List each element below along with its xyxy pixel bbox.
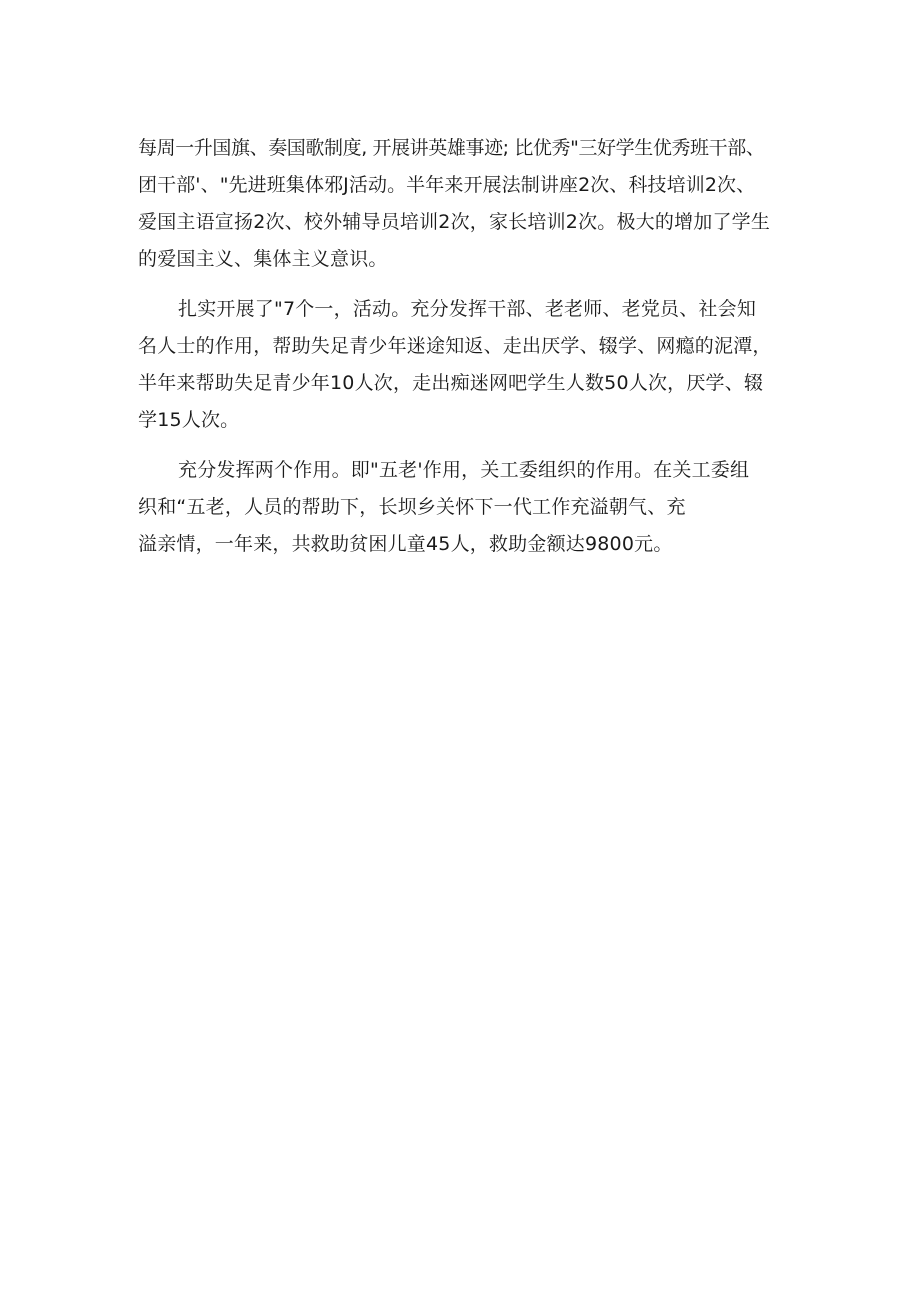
paragraph-2-line-4: 学15人次。 [138,409,240,431]
paragraph-1-line-3: 爱国主语宣扬2次、校外辅导员培训2次，家长培训2次。极大的增加了学生 [138,211,771,233]
paragraph-2-line-2: 名人士的作用，帮助失足青少年迷途知返、走出厌学、辍学、网瘾的泥潭， [138,335,772,357]
paragraph-3-line-2: 织和“五老，人员的帮助下，长坝乡关怀下一代工作充溢朝气、充 [138,496,686,518]
document-body [138,130,798,563]
paragraph-2-line-3: 半年来帮助失足青少年10人次，走出痴迷网吧学生人数50人次，厌学、辍 [138,372,764,394]
paragraph-1-line-2: 团干部'、"先进班集体邪J活动。半年来开展法制讲座2次、科技培训2次、 [138,174,756,196]
paragraph-spacer [138,439,798,452]
paragraph-2 [138,291,798,439]
paragraph-1-line-1: 每周一升国旗、奏国歌制度, 开展讲英雄事迹; 比优秀"三好学生优秀班干部、 [138,137,765,159]
paragraph-3 [138,452,798,563]
paragraph-1 [138,130,798,278]
paragraph-spacer [138,278,798,291]
paragraph-3-line-3: 溢亲情，一年来，共救助贫困儿童45人，救助金额达9800元。 [138,533,673,555]
paragraph-1-line-4: 的爱国主义、集体主义意识。 [138,248,388,270]
paragraph-3-line-1: 充分发挥两个作用。即"五老'作用，关工委组织的作用。在关工委组 [178,459,750,481]
paragraph-2-line-1: 扎实开展了"7个一，活动。充分发挥干部、老老师、老党员、社会知 [178,298,757,320]
